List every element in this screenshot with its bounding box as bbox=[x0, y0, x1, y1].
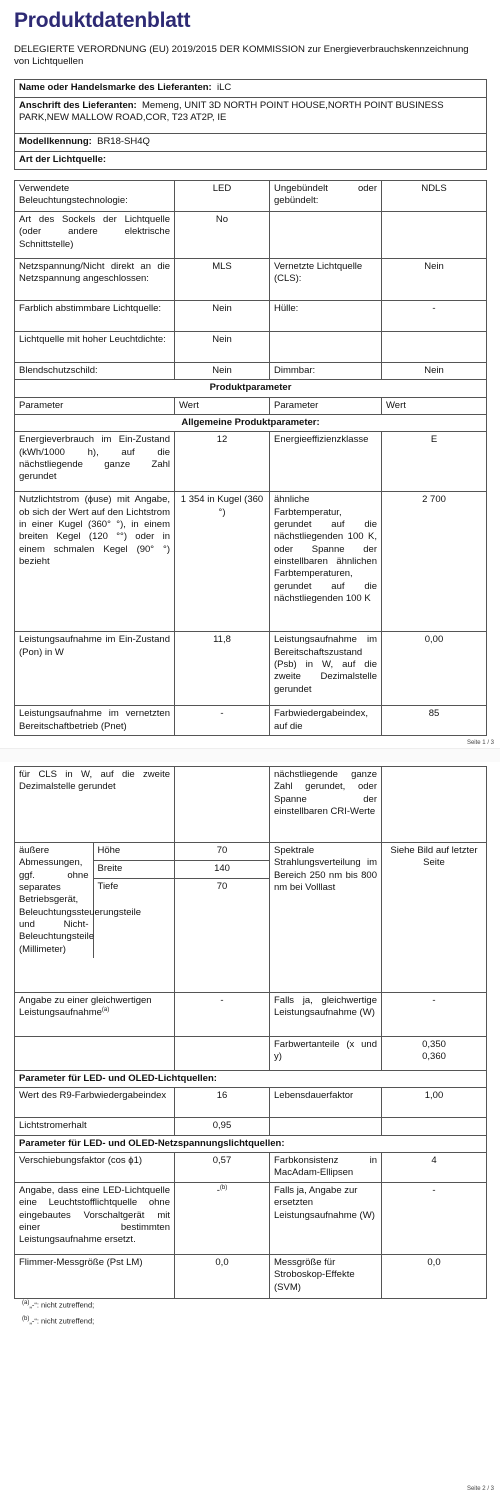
supplier-address-label: Anschrift des Lieferanten: bbox=[19, 100, 137, 111]
dim-depth-label: Tiefe bbox=[97, 881, 119, 892]
cls-value: Nein bbox=[382, 259, 487, 301]
replace-value-cell bbox=[175, 1183, 270, 1255]
ungebuendelt-value: NDLS bbox=[382, 181, 487, 212]
footnote-b-mark: (b) bbox=[22, 1316, 30, 1322]
chroma-label: Farbwertanteile (x und y) bbox=[270, 1037, 382, 1071]
lumen-maint-value: 0,95 bbox=[175, 1118, 270, 1135]
pnet-value: - bbox=[175, 706, 270, 736]
sockel-value: No bbox=[175, 212, 270, 259]
cct-value: 2 700 bbox=[382, 492, 487, 632]
page-title: Produktdatenblatt bbox=[14, 9, 191, 32]
dimmbar-value: Nein bbox=[382, 363, 487, 380]
equiv-w-value: - bbox=[382, 993, 487, 1037]
footnote-a bbox=[22, 1300, 94, 1310]
spd-label: Spektrale Strahlungsverteilung im Bereich 250 nm bis 800 nm bei Volllast bbox=[270, 843, 382, 993]
chroma-x-value: 0,350 bbox=[422, 1039, 446, 1050]
svm-label: Messgröße für Stroboskop-Effekte (SVM) bbox=[270, 1255, 382, 1299]
r9-label: Wert des R9-Farbwiedergabeindex bbox=[15, 1088, 175, 1118]
cos-phi-label: Verschiebungsfaktor (cos ϕ1) bbox=[15, 1153, 175, 1183]
dimensions-inner bbox=[15, 843, 175, 958]
energy-value: 12 bbox=[175, 432, 270, 492]
footnote-a-text: „-“: nicht zutreffend; bbox=[29, 1300, 95, 1310]
tech-value: LED bbox=[175, 181, 270, 212]
blendschutz-value: Nein bbox=[175, 363, 270, 380]
eclass-value: E bbox=[382, 432, 487, 492]
ungebuendelt-label: Ungebündelt oder gebündelt: bbox=[270, 181, 382, 212]
footnote-a-mark: (a) bbox=[22, 1300, 30, 1306]
chroma-y-value: 0,360 bbox=[422, 1051, 446, 1063]
pnet-label-cont: für CLS in W, auf die zweite Dezimalstelle gerundet bbox=[15, 767, 175, 843]
empty-cell bbox=[175, 767, 270, 843]
flicker-value: 0,0 bbox=[175, 1255, 270, 1299]
col-param-header: Parameter bbox=[270, 397, 382, 414]
replace-label: Angabe, dass eine LED-Lichtquelle eine Leuchtstofflichtquelle ohne eingebautes Vorschaltgerät mit einer bestimmten Leistungsaufnahme ersetzt. bbox=[15, 1183, 175, 1255]
footnote-b-text: „-“: nicht zutreffend; bbox=[29, 1316, 95, 1326]
dimensions-cell bbox=[15, 843, 175, 993]
equiv-value: - bbox=[175, 993, 270, 1037]
blendschutz-label: Blendschutzschild: bbox=[15, 363, 175, 380]
flux-label: Nutzlichtstrom (ϕuse) mit Angabe, ob sich der Wert auf den Lichtstrom in einer Kugel (360° °), in einem breiten Kegel (120 °°) oder in einem schmalen Kegel (90° °) bezieht bbox=[15, 492, 175, 632]
model-id: BR18-SH4Q bbox=[97, 136, 150, 147]
chroma-values bbox=[382, 1037, 487, 1071]
dim-width-label: Breite bbox=[93, 861, 175, 879]
col-wert-header: Wert bbox=[382, 397, 487, 414]
model-label: Modellkennung: bbox=[19, 136, 92, 147]
empty-cell bbox=[382, 212, 487, 259]
pnet-label: Leistungsaufnahme im vernetzten Bereitschaftbetrieb (Pnet) bbox=[15, 706, 175, 736]
regulation-subtitle: DELEGIERTE VERORDNUNG (EU) 2019/2015 DER KOMMISSION zur Energieverbrauchskennzeichnung von Lichtquellen bbox=[14, 44, 469, 68]
farblich-label: Farblich abstimmbare Lichtquelle: bbox=[15, 301, 175, 332]
footnote-b bbox=[22, 1316, 94, 1326]
col-wert-header: Wert bbox=[175, 397, 270, 414]
huelle-value: - bbox=[382, 301, 487, 332]
datasheet-page-1 bbox=[0, 0, 500, 748]
empty-cell bbox=[175, 1037, 270, 1071]
replace-w-label: Falls ja, Angabe zur ersetzten Leistungsaufnahme (W) bbox=[270, 1183, 382, 1255]
page-number: Seite 1 / 3 bbox=[466, 740, 494, 746]
netz-value: MLS bbox=[175, 259, 270, 301]
dim-height-value: 70 bbox=[175, 843, 269, 861]
dimensions-label: äußere Abmessungen, ggf. ohne separates Betriebsgerät, Beleuchtungssteuerungsteile und Nicht-Beleuchtungsteile (Millimeter) bbox=[15, 843, 93, 958]
model-cell bbox=[15, 134, 487, 152]
cos-phi-value: 0,57 bbox=[175, 1153, 270, 1183]
dimension-values-cell bbox=[175, 843, 270, 993]
equiv-label-cell bbox=[15, 993, 175, 1037]
lumen-maint-label: Lichtstromerhalt bbox=[15, 1118, 175, 1135]
equiv-w-label: Falls ja, gleichwertige Leistungsaufnahme (W) bbox=[270, 993, 382, 1037]
replace-value: - bbox=[216, 1185, 220, 1197]
supplier-name-label: Name oder Handelsmarke des Lieferanten: bbox=[19, 82, 212, 93]
col-param-header: Parameter bbox=[15, 397, 175, 414]
macadam-value: 4 bbox=[382, 1153, 487, 1183]
mains-params-header: Parameter für LED- und OLED-Netzspannungslichtquellen: bbox=[15, 1135, 487, 1152]
farblich-value: Nein bbox=[175, 301, 270, 332]
supplier-table bbox=[14, 79, 487, 170]
parameters-table-continued bbox=[14, 766, 487, 1299]
empty-cell bbox=[270, 1118, 382, 1135]
dim-width-value: 140 bbox=[175, 861, 269, 879]
psb-label: Leistungsaufnahme im Bereitschaftszustand (Psb) in W, auf die zweite Dezimalstelle gerundet bbox=[270, 632, 382, 706]
svm-value: 0,0 bbox=[382, 1255, 487, 1299]
life-value: 1,00 bbox=[382, 1088, 487, 1118]
psb-value: 0,00 bbox=[382, 632, 487, 706]
datasheet-page-2 bbox=[0, 762, 500, 1500]
empty-cell bbox=[15, 1037, 175, 1071]
cri-label-cont: nächstliegende ganze Zahl gerundet, oder Spanne der einstellbaren CRI-Werte bbox=[270, 767, 382, 843]
empty-cell bbox=[270, 212, 382, 259]
dim-height-label: Höhe bbox=[93, 843, 175, 861]
r9-value: 16 bbox=[175, 1088, 270, 1118]
cri-label: Farbwiedergabeindex, auf die bbox=[270, 706, 382, 736]
macadam-label: Farbkonsistenz in MacAdam-Ellipsen bbox=[270, 1153, 382, 1183]
supplier-name-cell bbox=[15, 80, 487, 98]
dim-depth-value: 70 bbox=[216, 881, 228, 892]
led-params-header: Parameter für LED- und OLED-Lichtquellen: bbox=[15, 1071, 487, 1088]
page-number: Seite 2 / 3 bbox=[466, 1486, 494, 1492]
eclass-label: Energieeffizienzklasse bbox=[270, 432, 382, 492]
equiv-label: Angabe zu einer gleichwertigen Leistungsaufnahme bbox=[19, 995, 152, 1019]
hohe-leuchtdichte-label: Lichtquelle mit hoher Leuchtdichte: bbox=[15, 332, 175, 363]
empty-cell bbox=[382, 767, 487, 843]
general-params-header: Allgemeine Produktparameter: bbox=[15, 415, 487, 432]
footnote-a-ref: (a) bbox=[101, 1007, 110, 1014]
empty-cell bbox=[382, 332, 487, 363]
dimmbar-label: Dimmbar: bbox=[270, 363, 382, 380]
energy-label: Energieverbrauch im Ein-Zustand (kWh/1000 h), auf die nächstliegende ganze Zahl gerundet bbox=[15, 432, 175, 492]
pon-label: Leistungsaufnahme im Ein-Zustand (Pon) in W bbox=[15, 632, 175, 706]
spd-value: Siehe Bild auf letzter Seite bbox=[382, 843, 487, 993]
huelle-label: Hülle: bbox=[270, 301, 382, 332]
footnote-b-ref: (b) bbox=[219, 1185, 228, 1192]
pon-value: 11,8 bbox=[175, 632, 270, 706]
empty-cell bbox=[382, 1118, 487, 1135]
tech-label: Verwendete Beleuchtungstechnologie: bbox=[15, 181, 175, 212]
empty-cell bbox=[270, 332, 382, 363]
hohe-leuchtdichte-value: Nein bbox=[175, 332, 270, 363]
cri-value: 85 bbox=[382, 706, 487, 736]
netz-label: Netzspannung/Nicht direkt an die Netzspannung angeschlossen: bbox=[15, 259, 175, 301]
product-params-header: Produktparameter bbox=[15, 380, 487, 397]
flux-value: 1 354 in Kugel (360 °) bbox=[175, 492, 270, 632]
cct-label: ähnliche Farbtemperatur, gerundet auf die nächstliegenden 100 K, oder Spanne der einstellbaren ähnlichen Farbtemperaturen, gerundet auf die nächstliegenden 100 K bbox=[270, 492, 382, 632]
supplier-name: iLC bbox=[217, 82, 232, 93]
light-source-type-label: Art der Lichtquelle: bbox=[15, 152, 487, 170]
cls-label: Vernetzte Lichtquelle (CLS): bbox=[270, 259, 382, 301]
replace-w-value: - bbox=[382, 1183, 487, 1255]
light-source-table bbox=[14, 180, 487, 736]
supplier-address: Memeng, UNIT 3D NORTH POINT HOUSE,NORTH POINT BUSINESS PARK,NEW MALLOW ROAD,COR, T23 AT2P, IE bbox=[19, 100, 444, 124]
life-label: Lebensdauerfaktor bbox=[270, 1088, 382, 1118]
supplier-address-cell bbox=[15, 98, 487, 134]
flicker-label: Flimmer-Messgröße (Pst LM) bbox=[15, 1255, 175, 1299]
sockel-label: Art des Sockels der Lichtquelle (oder andere elektrische Schnittstelle) bbox=[15, 212, 175, 259]
